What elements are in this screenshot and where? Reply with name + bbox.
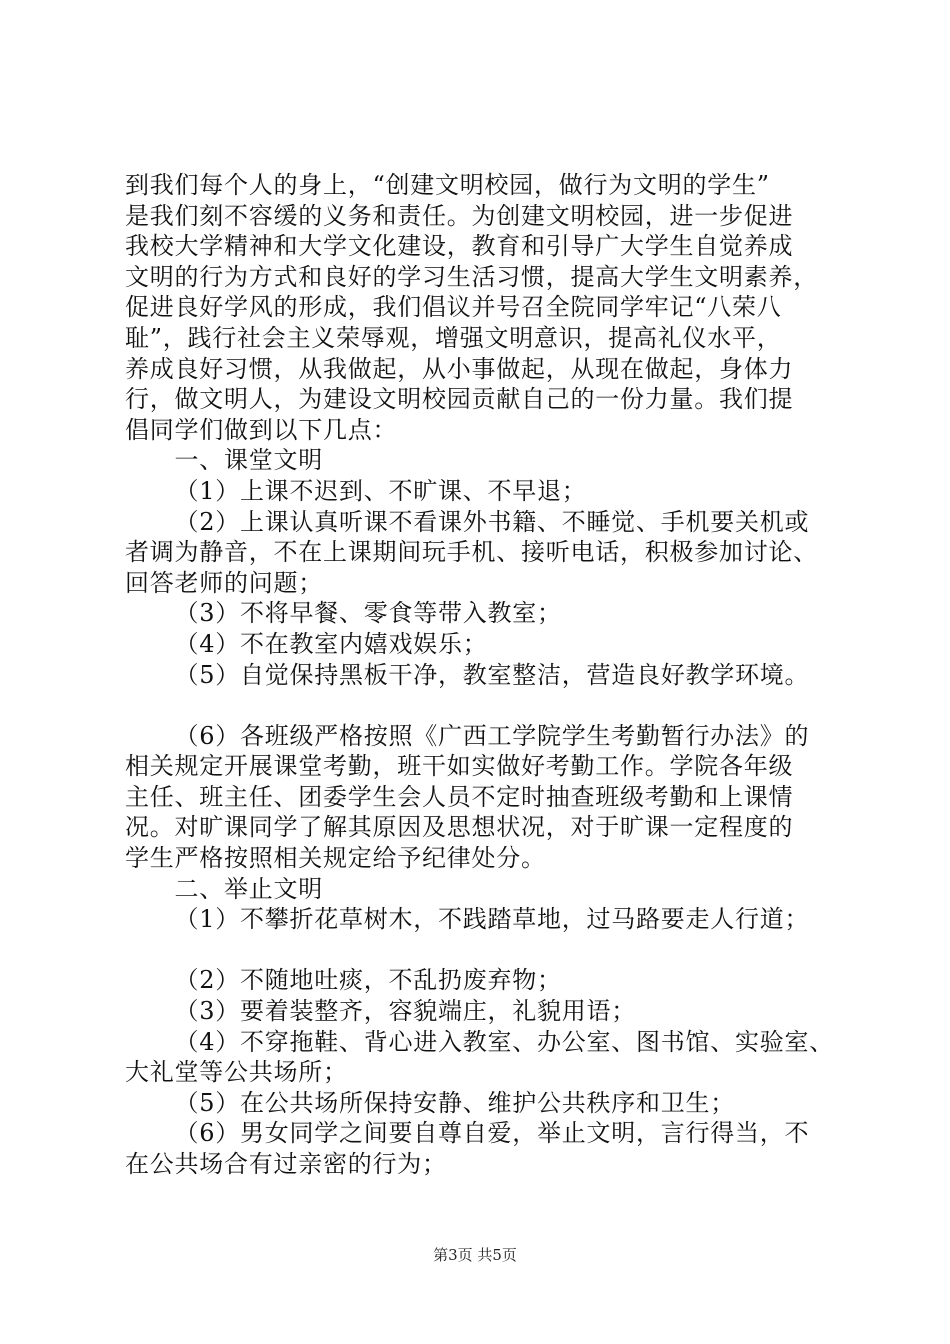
text-line: （5）自觉保持黑板干净，教室整洁，营造良好教学环境。 <box>174 660 810 689</box>
text-line: 况。对旷课同学了解其原因及思想状况，对于旷课一定程度的 <box>125 813 794 842</box>
text-line: 文明的行为方式和良好的学习生活习惯，提高大学生文明素养， <box>125 262 818 291</box>
text-line: （4）不在教室内嬉戏娱乐； <box>174 629 488 658</box>
text-line: （2）上课认真听课不看课外书籍、不睡觉、手机要关机或 <box>174 507 810 536</box>
blank-line <box>125 690 841 721</box>
text-line: （4）不穿拖鞋、背心进入教室、办公室、图书馆、实验室、 <box>174 1027 835 1056</box>
text-line: 养成良好习惯，从我做起，从小事做起，从现在做起，身体力 <box>125 354 794 383</box>
text-line: 促进良好学风的形成，我们倡议并号召全院同学牢记“八荣八 <box>125 293 782 322</box>
page-footer: 第3页 共5页 <box>433 1246 517 1264</box>
text-line: 二、举止文明 <box>174 874 323 903</box>
text-line: 到我们每个人的身上，“创建文明校园，做行为文明的学生” <box>125 171 770 199</box>
text-line: 倡同学们做到以下几点： <box>125 415 398 444</box>
text-line: 大礼堂等公共场所； <box>125 1058 348 1087</box>
text-line: 行，做文明人，为建设文明校园贡献自己的一份力量。我们提 <box>125 385 794 414</box>
text-line: 我校大学精神和大学文化建设，教育和引导广大学生自觉养成 <box>125 232 794 261</box>
blank-line <box>125 935 841 966</box>
text-line: 是我们刻不容缓的义务和责任。为创建文明校园，进一步促进 <box>125 201 794 230</box>
text-line: 一、课堂文明 <box>174 446 323 475</box>
text-line: （6）各班级严格按照《广西工学院学生考勤暂行办法》的 <box>174 721 810 750</box>
text-line: 回答老师的问题； <box>125 568 323 597</box>
text-line: 主任、班主任、团委学生会人员不定时抽查班级考勤和上课情 <box>125 782 794 811</box>
text-line: 学生严格按照相关规定给予纪律处分。 <box>125 844 546 873</box>
text-line: （1）上课不迟到、不旷课、不早退； <box>174 476 587 505</box>
text-line: （5）在公共场所保持安静、维护公共秩序和卫生； <box>174 1088 736 1117</box>
text-line: 相关规定开展课堂考勤，班干如实做好考勤工作。学院各年级 <box>125 752 794 781</box>
text-line: （6）男女同学之间要自尊自爱，举止文明，言行得当，不 <box>174 1119 810 1148</box>
text-line: 者调为静音，不在上课期间玩手机、接听电话，积极参加讨论、 <box>125 538 818 567</box>
text-line: 耻”，践行社会主义荣辱观，增强文明意识，提高礼仪水平， <box>125 323 782 352</box>
text-line: （2）不随地吐痰，不乱扔废弃物； <box>174 966 562 995</box>
text-line: （1）不攀折花草树木，不践踏草地，过马路要走人行道； <box>174 905 810 934</box>
text-line: （3）不将早餐、零食等带入教室； <box>174 599 562 628</box>
body-text <box>125 170 841 1180</box>
text-line: （3）要着装整齐，容貌端庄，礼貌用语； <box>174 997 637 1026</box>
text-line: 在公共场合有过亲密的行为； <box>125 1150 447 1178</box>
